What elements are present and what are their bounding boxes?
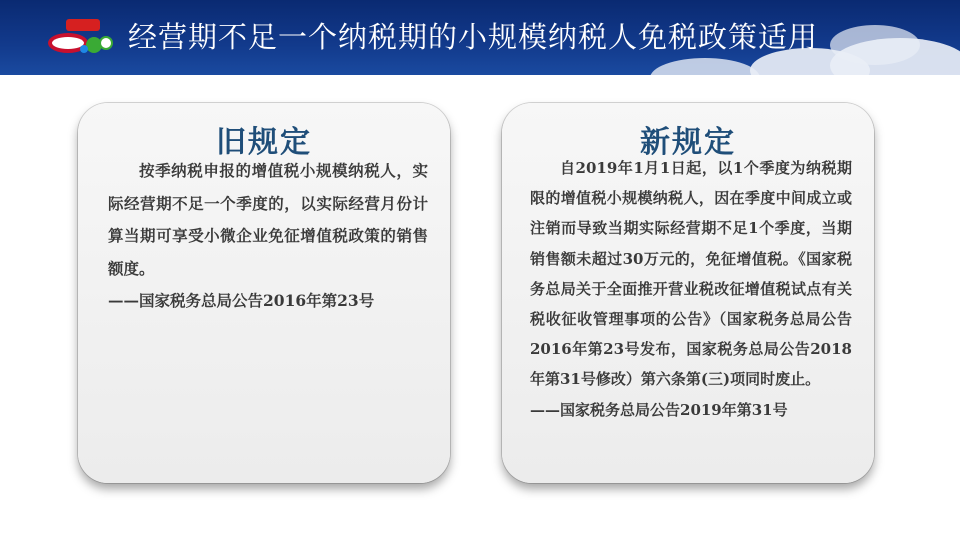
old-rule-card bbox=[78, 103, 450, 483]
new-rule-title: 新规定 bbox=[640, 125, 736, 160]
new-rule-body: 自2019年1月1日起，以1个季度为纳税期限的增值税小规模纳税人，因在季度中间成立或注销而导致当期实际经营期不足1个季度，当期销售额未超过30万元的，免征增值税。《国家税务总局关于全面推开营业税改征增值税试点有关税收征收管理事项的公告》（国家税务总局公告2016年第23号发布，国家税务总局公告2018年第31号修改）第六条第(三)项同时废止。 bbox=[530, 159, 852, 389]
old-rule-source: ——国家税务总局公告2016年第23号 bbox=[108, 291, 375, 310]
cloud-decoration bbox=[650, 58, 760, 75]
new-rule-card bbox=[502, 103, 874, 483]
tax-logo-icon bbox=[44, 13, 114, 59]
new-rule-source: ——国家税务总局公告2019年第31号 bbox=[530, 400, 788, 419]
header-banner bbox=[0, 0, 960, 75]
new-rule-text bbox=[530, 153, 852, 425]
page-title: 经营期不足一个纳税期的小规模纳税人免税政策适用 bbox=[128, 20, 819, 54]
old-rule-title: 旧规定 bbox=[216, 125, 312, 160]
cloud-decoration bbox=[830, 25, 920, 65]
old-rule-body: 按季纳税申报的增值税小规模纳税人，实际经营期不足一个季度的，以实际经营月份计算当期可享受小微企业免征增值税政策的销售额度。 bbox=[108, 161, 428, 278]
old-rule-text bbox=[108, 155, 428, 318]
